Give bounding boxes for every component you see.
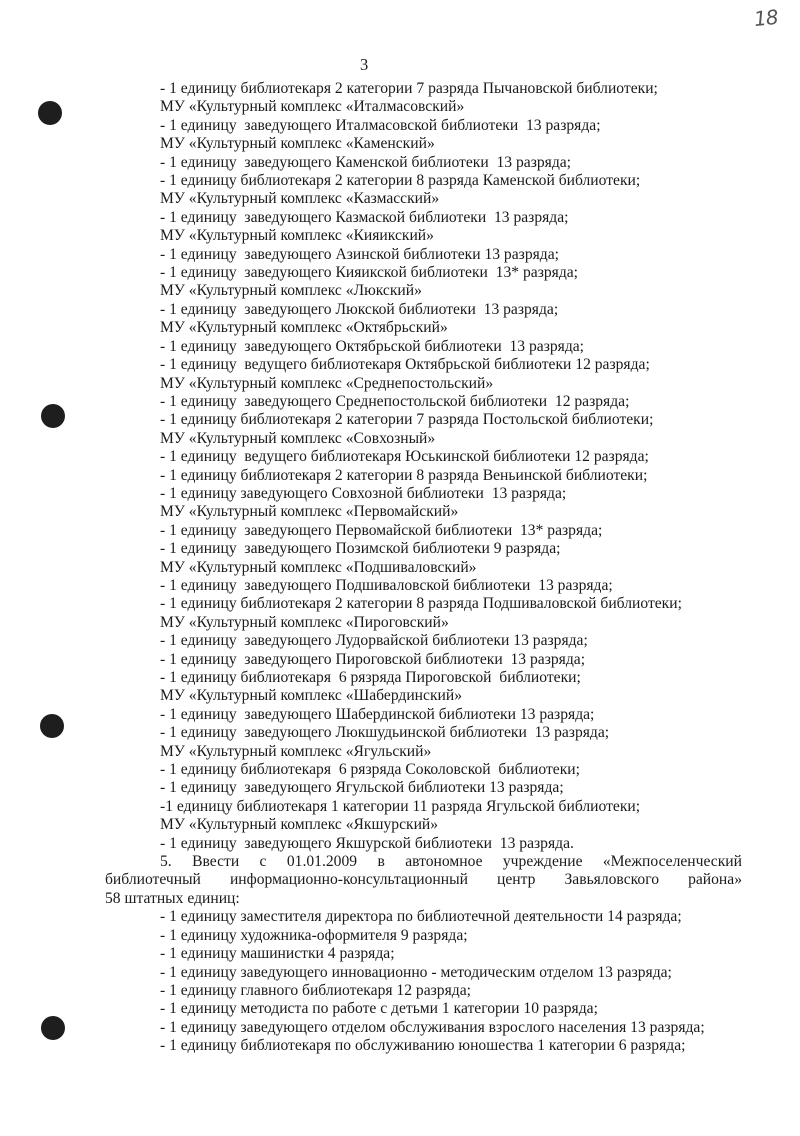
- section-4-list: [160, 80, 742, 853]
- section-5-line-1: 5. Ввести с 01.01.2009 в автономное учреждение «Межпоселенческий: [160, 853, 742, 871]
- list-item: - 1 единицу заведующего Совхозной библиотеки 13 разряда;: [160, 484, 567, 502]
- section-5-list: [160, 908, 742, 1055]
- list-item: - 1 единицу заведующего Пироговской библиотеки 13 разряда;: [160, 650, 586, 668]
- organization-heading: МУ «Культурный комплекс «Октябрьский»: [160, 319, 448, 337]
- handwritten-sheet-number: 18: [752, 4, 779, 32]
- punch-hole: [40, 714, 64, 738]
- document-body: [105, 80, 742, 1056]
- list-item: - 1 единицу библиотекаря 2 категории 8 разряда Веньинской библиотеки;: [160, 466, 648, 484]
- list-item: - 1 единицу заведующего Октябрьской библиотеки 13 разряда;: [160, 337, 585, 355]
- organization-heading: МУ «Культурный комплекс «Ягульский»: [160, 742, 432, 760]
- list-item: - 1 единицу заведующего Азинской библиотеки 13 разряда;: [160, 245, 559, 263]
- organization-heading: МУ «Культурный комплекс «Совхозный»: [160, 429, 436, 447]
- list-item: - 1 единицу ведущего библиотекаря Октябрьской библиотеки 12 разряда;: [160, 356, 650, 374]
- section-5-paragraph: [105, 853, 742, 908]
- list-item: - 1 единицу заведующего Люкской библиотеки 13 разряда;: [160, 300, 559, 318]
- organization-heading: МУ «Культурный комплекс «Казмасский»: [160, 190, 440, 208]
- list-item: - 1 единицу заведующего отделом обслуживания взрослого населения 13 разряда;: [160, 1018, 705, 1036]
- organization-heading: МУ «Культурный комплекс «Среднепостольский»: [160, 374, 494, 392]
- organization-heading: МУ «Культурный комплекс «Шабердинский»: [160, 687, 463, 705]
- list-item: - 1 единицу машинистки 4 разряда;: [160, 945, 395, 963]
- list-item: - 1 единицу заведующего Первомайской библиотеки 13* разряда;: [160, 521, 603, 539]
- list-item: - 1 единицу заведующего Якшурской библиотеки 13 разряда.: [160, 834, 574, 852]
- list-item: - 1 единицу художника-оформителя 9 разряда;: [160, 926, 468, 944]
- list-item: - 1 единицу заведующего Подшиваловской библиотеки 13 разряда;: [160, 576, 613, 594]
- list-item: - 1 единицу заведующего Каменской библиотеки 13 разряда;: [160, 153, 572, 171]
- list-item: - 1 единицу заведующего Люкшудьинской библиотеки 13 разряда;: [160, 724, 610, 742]
- organization-heading: МУ «Культурный комплекс «Первомайский»: [160, 503, 459, 521]
- list-item: - 1 единицу заместителя директора по библиотечной деятельности 14 разряда;: [160, 908, 682, 926]
- list-item: - 1 единицу библиотекаря 2 категории 7 разряда Постольской библиотеки;: [160, 411, 654, 429]
- list-item: - 1 единицу главного библиотекаря 12 разряда;: [160, 981, 471, 999]
- list-item: - 1 единицу заведующего Позимской библиотеки 9 разряда;: [160, 540, 561, 558]
- punch-hole: [38, 101, 62, 125]
- list-item: - 1 единицу библиотекаря 2 категории 8 разряда Подшиваловской библиотеки;: [160, 595, 682, 613]
- organization-heading: МУ «Культурный комплекс «Италмасовский»: [160, 98, 465, 116]
- organization-heading: МУ «Культурный комплекс «Подшиваловский»: [160, 558, 477, 576]
- punch-hole: [41, 404, 65, 428]
- list-item: - 1 единицу библиотекаря 2 категории 8 разряда Каменской библиотеки;: [160, 172, 641, 190]
- section-5-line-3: 58 штатных единиц:: [105, 889, 240, 907]
- list-item: - 1 единицу заведующего Лудорвайской библиотеки 13 разряда;: [160, 632, 588, 650]
- list-item: - 1 единицу библиотекаря 6 рязряда Пироговской библиотеки;: [160, 669, 581, 686]
- list-item: - 1 единицу заведующего Италмасовской библиотеки 13 разряда;: [160, 116, 601, 134]
- list-item: - 1 единицу заведующего инновационно - методическим отделом 13 разряда;: [160, 963, 672, 981]
- list-item: - 1 единицу библиотекаря по обслуживанию юношества 1 категории 6 разряда;: [160, 1037, 686, 1055]
- list-item: - 1 единицу библиотекаря 6 рязряда Соколовской библиотеки;: [160, 761, 580, 779]
- organization-heading: МУ «Культурный комплекс «Якшурский»: [160, 816, 439, 834]
- list-item: - 1 единицу заведующего Среднепостольской библиотеки 12 разряда;: [160, 392, 630, 410]
- organization-heading: МУ «Культурный комплекс «Каменский»: [160, 135, 435, 153]
- organization-heading: МУ «Культурный комплекс «Кияикский»: [160, 227, 434, 245]
- page-number: 3: [360, 55, 369, 74]
- list-item: - 1 единицу методиста по работе с детьми 1 категории 10 разряда;: [160, 1000, 598, 1018]
- organization-heading: МУ «Культурный комплекс «Пироговский»: [160, 613, 449, 631]
- list-item: - 1 единицу заведующего Шабердинской библиотеки 13 разряда;: [160, 705, 595, 723]
- list-item: - 1 единицу заведующего Ягульской библиотеки 13 разряда;: [160, 779, 564, 797]
- list-item: - 1 единицу ведущего библиотекаря Юськинской библиотеки 12 разряда;: [160, 448, 649, 466]
- organization-heading: МУ «Культурный комплекс «Люкский»: [160, 282, 422, 300]
- punch-hole: [41, 1016, 65, 1040]
- list-item: - 1 единицу заведующего Кияикской библиотеки 13* разряда;: [160, 264, 579, 282]
- list-item: - 1 единицу заведующего Казмаской библиотеки 13 разряда;: [160, 208, 569, 226]
- list-item: - 1 единицу библиотекаря 2 категории 7 разряда Пычановской библиотеки;: [160, 80, 658, 97]
- list-item: -1 единицу библиотекаря 1 категории 11 разряда Ягульской библиотеки;: [160, 797, 641, 815]
- section-5-line-2: библиотечный информационно-консультационный центр Завьяловского района»: [105, 871, 742, 889]
